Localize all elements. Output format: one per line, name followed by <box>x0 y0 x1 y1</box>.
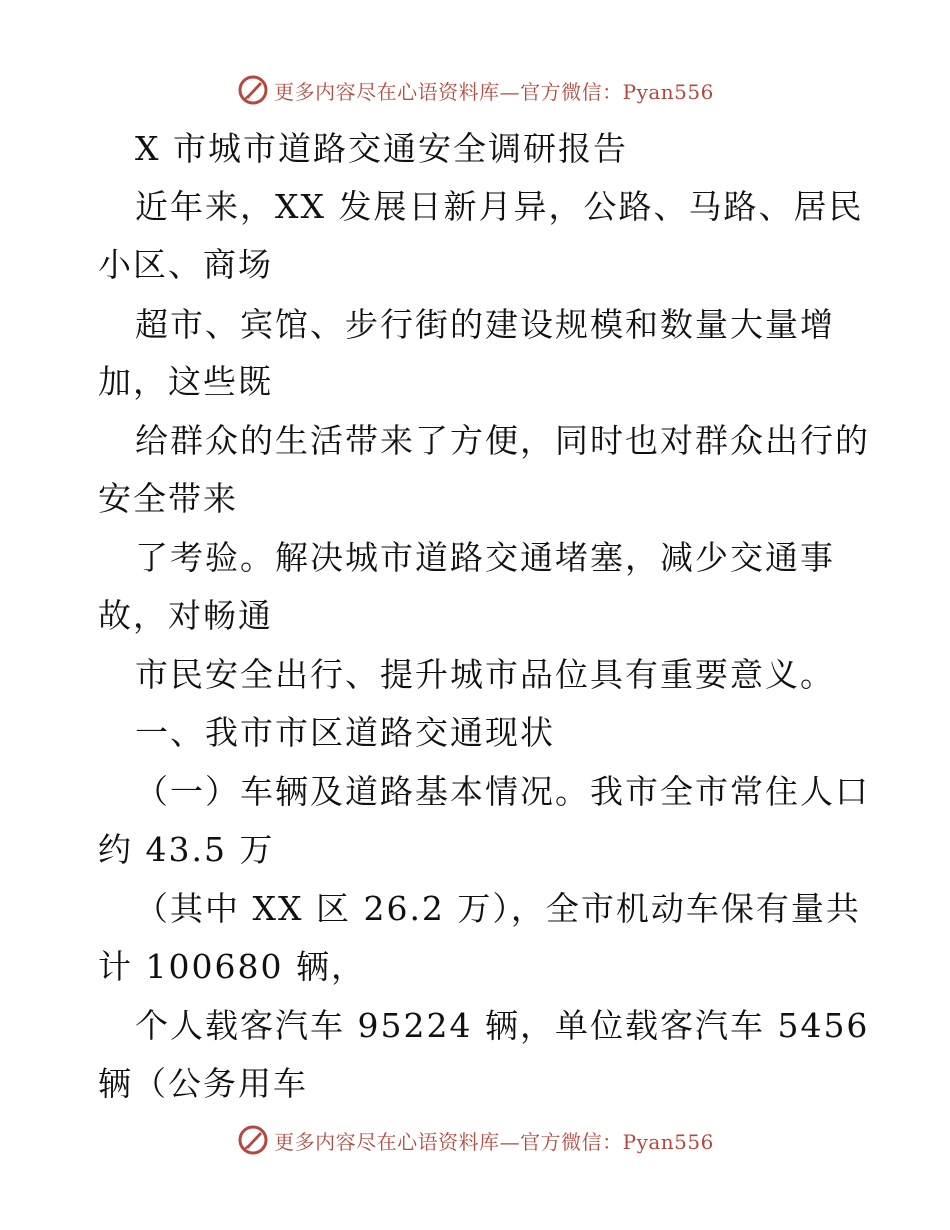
paragraph-line: 超市、宾馆、步行街的建设规模和数量大量增 <box>135 305 835 344</box>
paragraph-line: 市民安全出行、提升城市品位具有重要意义。 <box>135 655 835 694</box>
header-banner-text: 更多内容尽在心语资料库—官方微信：Pyan556 <box>274 79 714 104</box>
paragraph-line: （一）车辆及道路基本情况。我市全市常住人口 <box>135 772 870 811</box>
paragraph-line: 安全带来 <box>98 479 238 518</box>
quill-logo-icon <box>236 1123 270 1157</box>
paragraph-line: 辆（公务用车 <box>98 1064 308 1103</box>
document-title: X 市城市道路交通安全调研报告 <box>135 129 628 168</box>
paragraph-line: 小区、商场 <box>98 245 273 284</box>
footer-banner-text: 更多内容尽在心语资料库—官方微信：Pyan556 <box>274 1129 714 1154</box>
paragraph-line: 计 100680 辆， <box>98 947 366 986</box>
footer-banner[interactable] <box>0 1120 950 1160</box>
paragraph-line: 给群众的生活带来了方便，同时也对群众出行的 <box>135 421 870 460</box>
paragraph-line: 个人载客汽车 95224 辆，单位载客汽车 5456 <box>135 1006 870 1045</box>
paragraph-line: 故，对畅通 <box>98 596 273 635</box>
paragraph-line: 加，这些既 <box>98 362 273 401</box>
paragraph-line: （其中 XX 区 26.2 万），全市机动车保有量共 <box>135 889 861 928</box>
paragraph-line: 近年来，XX 发展日新月异，公路、马路、居民 <box>135 187 864 226</box>
paragraph-line: 约 43.5 万 <box>98 830 275 869</box>
section-heading: 一、我市市区道路交通现状 <box>135 713 555 752</box>
paragraph-line: 了考验。解决城市道路交通堵塞，减少交通事 <box>135 538 835 577</box>
